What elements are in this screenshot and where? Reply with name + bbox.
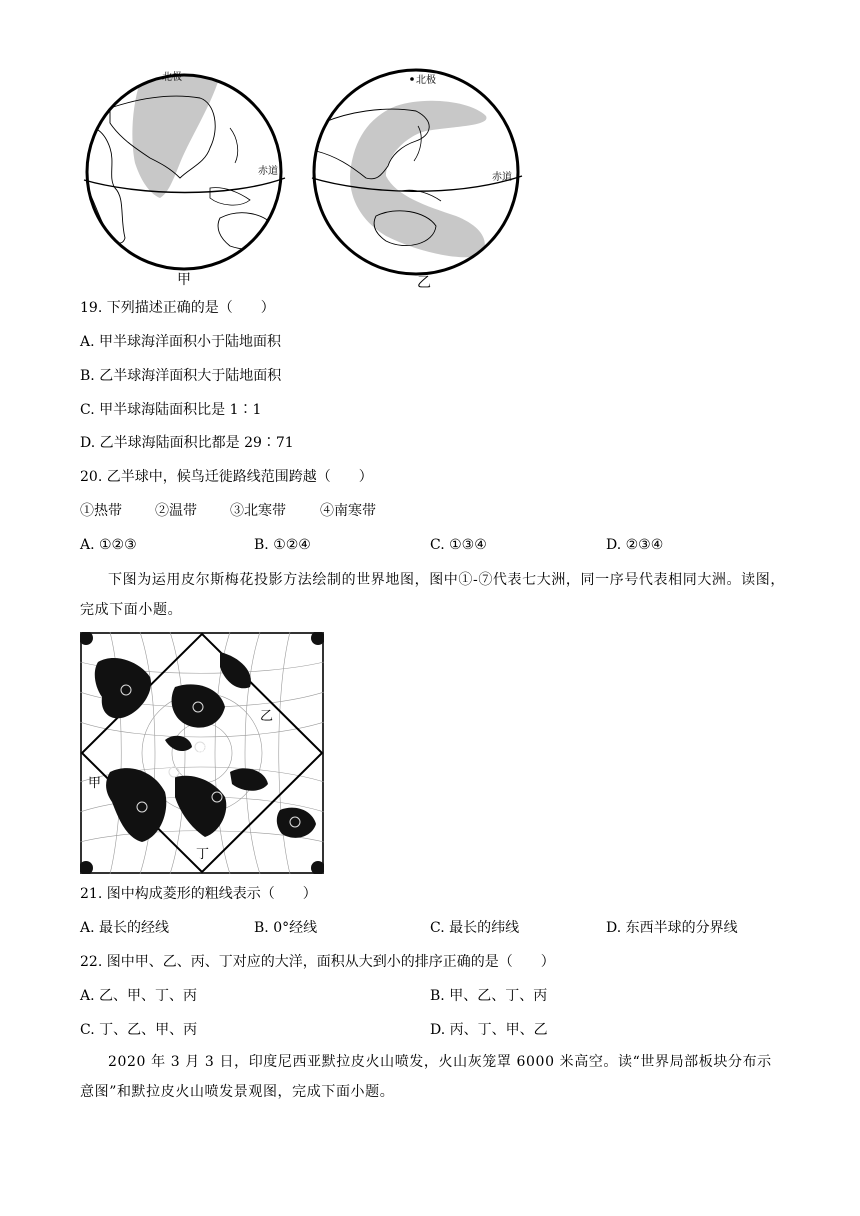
ocean-label-yi: 乙 (260, 709, 274, 724)
question-22-stem: 22. 图中甲、乙、丙、丁对应的大洋，面积从大到小的排序正确的是（ ） (80, 954, 555, 970)
north-pole-label: 北极 (162, 72, 182, 83)
hemisphere-yi-figure (306, 66, 526, 278)
north-pole-dot (410, 77, 414, 81)
peirce-projection-map (80, 632, 324, 874)
ocean-label-bing: 丙 (197, 744, 211, 759)
q20-option-c: C. ①③④ (430, 537, 487, 553)
q21-option-a: A. 最长的经线 (80, 920, 170, 936)
hemisphere-yi-caption: 乙 (417, 275, 431, 291)
question-20-stem: 20. 乙半球中，候鸟迁徙路线范围跨越（ ） (80, 469, 373, 485)
q20-option-d: D. ②③④ (606, 537, 664, 553)
q22-option-d: D. 丙、丁、甲、乙 (430, 1022, 548, 1038)
q22-option-c: C. 丁、乙、甲、丙 (80, 1022, 198, 1038)
q20-item-2: ②温带 (155, 503, 197, 519)
q20-option-b: B. ①②④ (254, 537, 311, 553)
equator-line (312, 176, 522, 191)
q20-item-1: ①热带 (80, 503, 122, 519)
q19-option-c: C. 甲半球海陆面积比是 1∶1 (80, 402, 262, 418)
volcano-intro-paragraph: 2020 年 3 月 3 日，印度尼西亚默拉皮火山喷发，火山灰笼罩 6000 米高空。读“世界局部板块分布示意图”和默拉皮火山喷发景观图，完成下面小题。 (80, 1054, 772, 1100)
landmass (218, 213, 275, 249)
equator-label: 赤道 (492, 172, 512, 183)
q21-option-d: D. 东西半球的分界线 (606, 920, 738, 936)
ocean-label-ding: 丁 (196, 847, 210, 862)
question-19-stem: 19. 下列描述正确的是（ ） (80, 300, 275, 316)
q19-option-b: B. 乙半球海洋面积大于陆地面积 (80, 368, 282, 384)
q20-item-4: ④南寒带 (320, 503, 376, 519)
ocean-label-jia: 甲 (88, 776, 102, 791)
island (230, 128, 238, 163)
map-intro-paragraph: 下图为运用皮尔斯梅花投影方法绘制的世界地图，图中①-⑦代表七大洲，同一序号代表相同大洲。读图，完成下面小题。 (80, 572, 785, 618)
north-pole-label: 北极 (416, 75, 436, 86)
q21-option-b: B. 0°经线 (254, 920, 318, 936)
q20-option-a: A. ①②③ (80, 537, 137, 553)
q20-item-3: ③北寒带 (230, 503, 286, 519)
q19-option-a: A. 甲半球海洋面积小于陆地面积 (80, 334, 282, 350)
q22-option-b: B. 甲、乙、丁、丙 (430, 988, 548, 1004)
hemisphere-jia-caption: 甲 (177, 272, 191, 288)
q21-option-c: C. 最长的纬线 (430, 920, 520, 936)
q22-option-a: A. 乙、甲、丁、丙 (80, 988, 198, 1004)
q19-option-d: D. 乙半球海陆面积比都是 29∶71 (80, 435, 294, 451)
migration-band (132, 76, 220, 198)
equator-label: 赤道 (258, 166, 278, 177)
question-21-stem: 21. 图中构成菱形的粗线表示（ ） (80, 886, 317, 902)
hemisphere-jia-figure (80, 68, 290, 290)
equator-line (84, 178, 285, 193)
